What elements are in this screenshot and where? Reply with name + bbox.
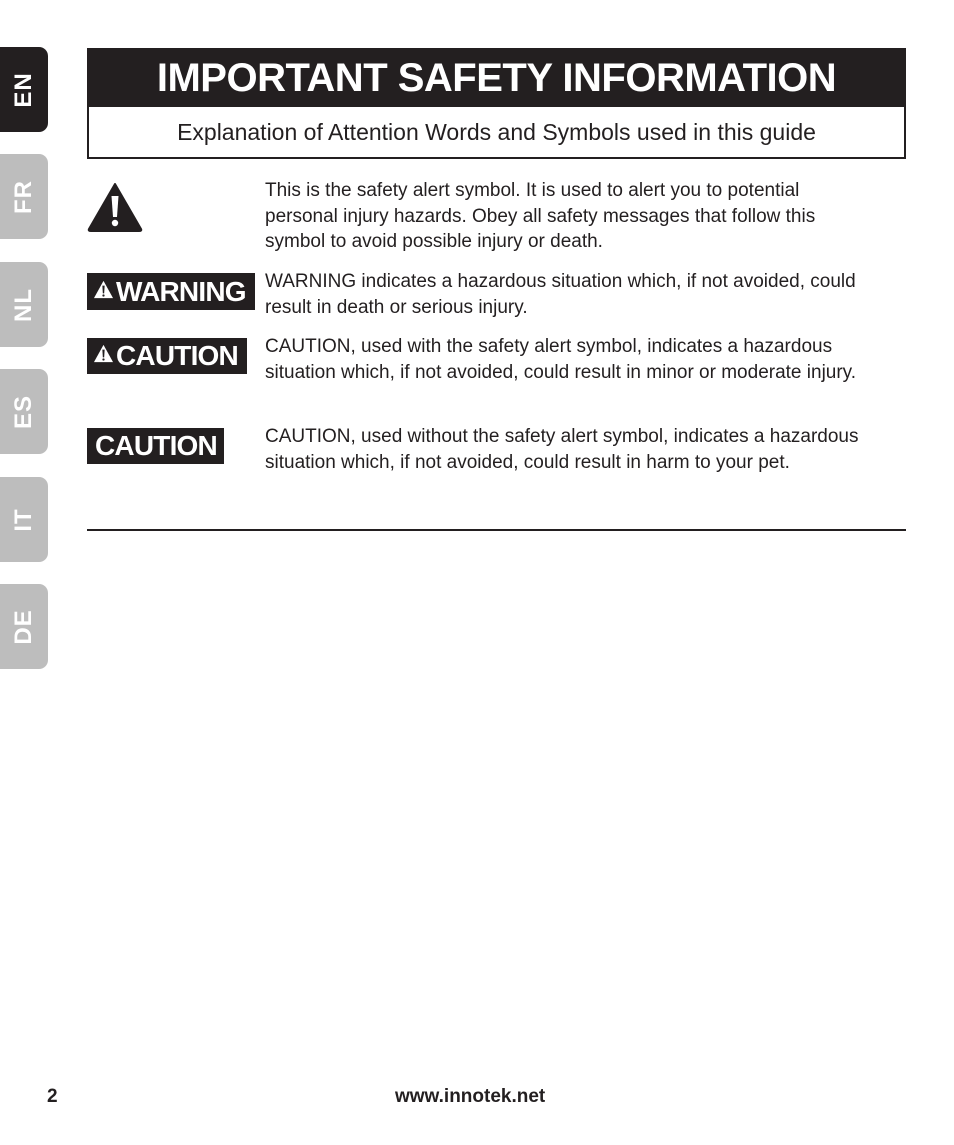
tab-it-label: IT: [10, 507, 37, 532]
caution-signal-word-plain: [87, 428, 224, 464]
tab-nl[interactable]: [0, 262, 48, 347]
tab-es-label: ES: [10, 394, 37, 429]
header-title-bar: [89, 50, 904, 107]
warning-label: WARNING: [116, 275, 246, 307]
tab-de-label: DE: [10, 608, 37, 645]
tab-en[interactable]: [0, 47, 48, 132]
safety-alert-triangle-icon: [87, 182, 143, 237]
caution-with-symbol-description: CAUTION, used with the safety alert symbol, indicates a hazardous situation which, if not avoided, could result in minor or moderate injury.: [265, 336, 857, 383]
tab-es[interactable]: [0, 369, 48, 454]
page-number: 2: [47, 1086, 58, 1107]
tab-nl-label: NL: [10, 287, 37, 322]
section-divider: [87, 529, 906, 531]
tab-en-label: EN: [10, 71, 37, 108]
tab-fr-label: FR: [10, 179, 37, 214]
tab-fr[interactable]: [0, 154, 48, 239]
tab-it[interactable]: [0, 477, 48, 562]
warning-description: WARNING indicates a hazardous situation which, if not avoided, could result in death or serious injury.: [265, 271, 856, 318]
caution-plain-label: CAUTION: [95, 430, 217, 461]
page-title: IMPORTANT SAFETY INFORMATION: [156, 56, 837, 100]
caution-without-symbol-description: CAUTION, used without the safety alert symbol, indicates a hazardous situation which, if not avoided, could result in harm to your pet.: [265, 426, 859, 473]
warning-signal-word: [87, 273, 255, 310]
tab-de[interactable]: [0, 584, 48, 669]
safety-alert-mini-icon: [93, 279, 114, 305]
footer-url-link[interactable]: www.innotek.net: [395, 1086, 546, 1107]
caution-signal-word-with-symbol: [87, 338, 247, 374]
safety-alert-mini-icon: [93, 343, 114, 369]
safety-header: [87, 48, 906, 159]
page-subtitle: Explanation of Attention Words and Symbols used in this guide: [177, 118, 816, 145]
caution-label: CAUTION: [116, 340, 238, 371]
safety-alert-description: This is the safety alert symbol. It is used to alert you to potential personal injury hazards. Obey all safety messages that follow this symbol to avoid possible injury or death.: [265, 180, 816, 252]
